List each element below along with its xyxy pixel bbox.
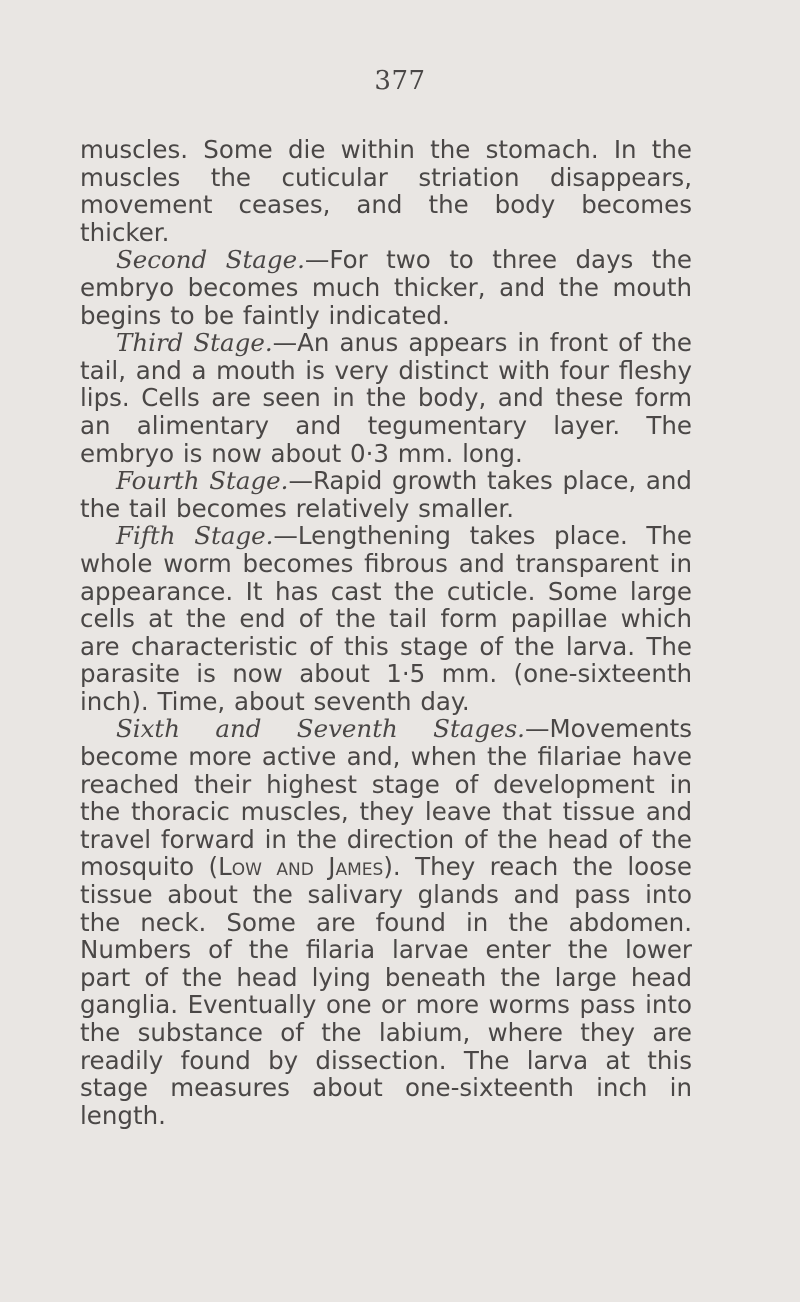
- citation-low-and-james: Low and James: [218, 852, 384, 882]
- paragraph-1-text: muscles. Some die within the stomach. In the muscles the cuticular striation disappears, movement ceases, and the body becomes thicker.: [80, 135, 692, 247]
- third-stage-heading: Third Stage.: [116, 328, 273, 358]
- paragraph-second-stage: [80, 246, 692, 329]
- page-number: 377: [374, 66, 426, 96]
- fourth-stage-text: —Rapid growth takes place, and the tail becomes relatively smaller.: [80, 466, 692, 523]
- fifth-stage-heading: Fifth Stage.: [116, 521, 274, 551]
- sixth-seventh-stages-heading: Sixth and Seventh Stages.: [116, 714, 525, 744]
- fourth-stage-heading: Fourth Stage.: [116, 466, 289, 496]
- body-text: [80, 136, 692, 1129]
- second-stage-text: —For two to three days the embryo becomes much thicker, and the mouth begins to be faintly indicated.: [80, 245, 692, 330]
- third-stage-text: —An anus appears in front of the tail, and a mouth is very distinct with four fleshy lips. Cells are seen in the body, and these form an alimentary and tegumentary layer. The embryo is now about 0·3 mm. long.: [80, 328, 692, 468]
- paragraph-fourth-stage: [80, 467, 692, 522]
- fifth-stage-text: —Lengthening takes place. The whole worm becomes fibrous and transparent in appearance. It has cast the cuticle. Some large cells at the end of the tail form papillae which are characteristic of this stage of the larva. The parasite is now about 1·5 mm. (one-sixteenth inch). Time, about seventh day.: [80, 521, 692, 716]
- paragraph-sixth-seventh-stages: [80, 715, 692, 1129]
- sixth-seventh-stages-text-before: —Movements become more active and, when the filariae have reached their highest stage of development in the thoracic muscles, they leave that tissue and travel forward in the direction of the head of the mosquito (: [80, 714, 692, 882]
- sixth-seventh-stages-text-after: ). They reach the loose tissue about the salivary glands and pass into the neck. Some are found in the abdomen. Numbers of the filaria larvae enter the lower part of the head lying beneath the large head ganglia. Eventually one or more worms pass into the substance of the labium, where they are readily found by dissection. The larva at this stage measures about one-sixteenth inch in length.: [80, 852, 692, 1130]
- paragraph-fifth-stage: [80, 522, 692, 715]
- paragraph-1: [80, 136, 692, 246]
- paragraph-third-stage: [80, 329, 692, 467]
- second-stage-heading: Second Stage.: [116, 245, 305, 275]
